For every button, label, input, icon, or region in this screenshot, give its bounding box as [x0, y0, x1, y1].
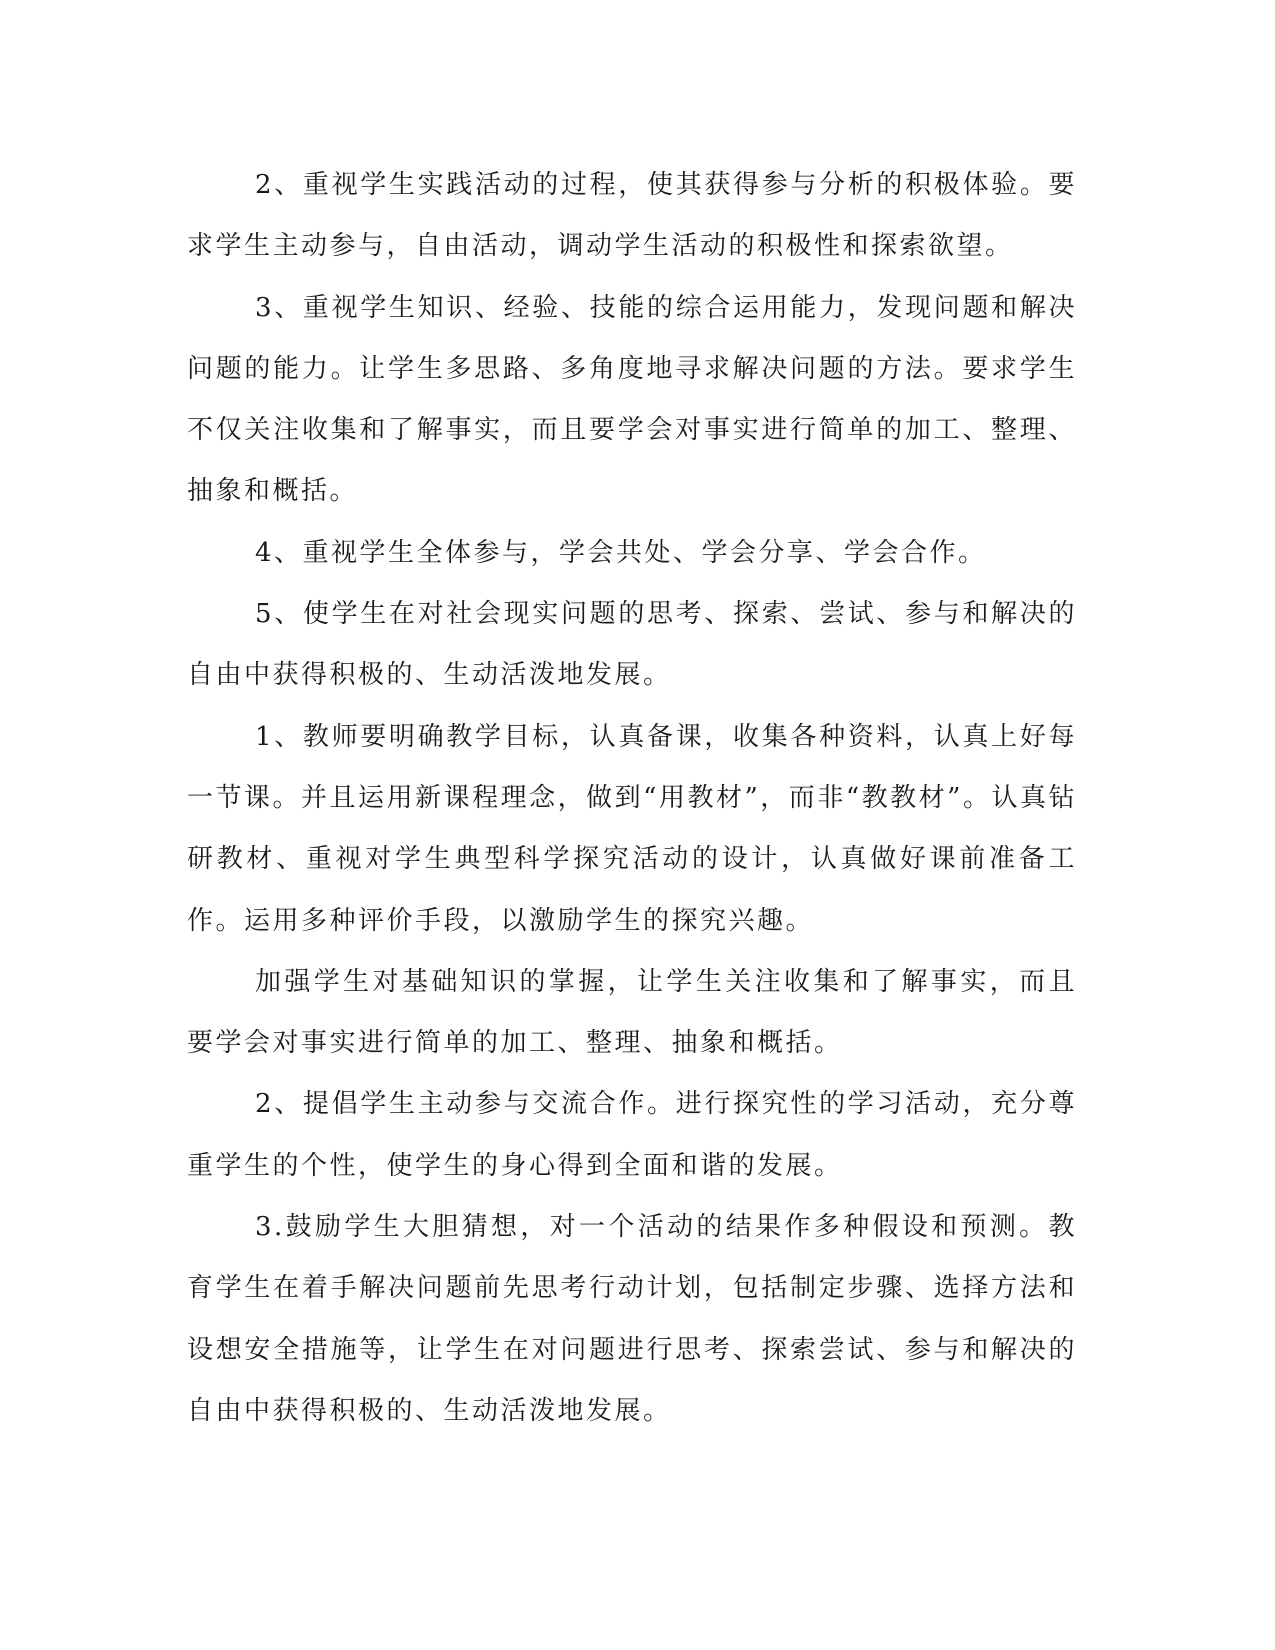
paragraph-6: 加强学生对基础知识的掌握，让学生关注收集和了解事实，而且要学会对事实进行简单的加工、整理、抽象和概括。	[187, 966, 1077, 1059]
paragraph-7: 2、提倡学生主动参与交流合作。进行探究性的学习活动，充分尊重学生的个性，使学生的身心得到全面和谐的发展。	[187, 1089, 1077, 1181]
paragraph-4: 5、使学生在对社会现实问题的思考、探索、尝试、参与和解决的自由中获得积极的、生动活泼地发展。	[187, 599, 1077, 691]
paragraph-5: 1、教师要明确教学目标，认真备课，收集各种资料，认真上好每一节课。并且运用新课程理念，做到“用教材”，而非“教教材”。认真钻研教材、重视对学生典型科学探究活动的设计，认真做好课前准备工作。运用多种评价手段，以激励学生的探究兴趣。	[187, 721, 1077, 936]
paragraph-1: 2、重视学生实践活动的过程，使其获得参与分析的积极体验。要求学生主动参与，自由活动，调动学生活动的积极性和探索欲望。	[187, 170, 1077, 262]
paragraph-3: 4、重视学生全体参与，学会共处、学会分享、学会合作。	[255, 537, 987, 568]
paragraph-2: 3、重视学生知识、经验、技能的综合运用能力，发现问题和解决问题的能力。让学生多思路、多角度地寻求解决问题的方法。要求学生不仅关注收集和了解事实，而且要学会对事实进行简单的加工、整理、抽象和概括。	[187, 292, 1077, 507]
paragraph-8: 3.鼓励学生大胆猜想，对一个活动的结果作多种假设和预测。教育学生在着手解决问题前先思考行动计划，包括制定步骤、选择方法和设想安全措施等，让学生在对问题进行思考、探索尝试、参与和解决的自由中获得积极的、生动活泼地发展。	[187, 1212, 1077, 1426]
document-body	[187, 155, 1077, 1442]
